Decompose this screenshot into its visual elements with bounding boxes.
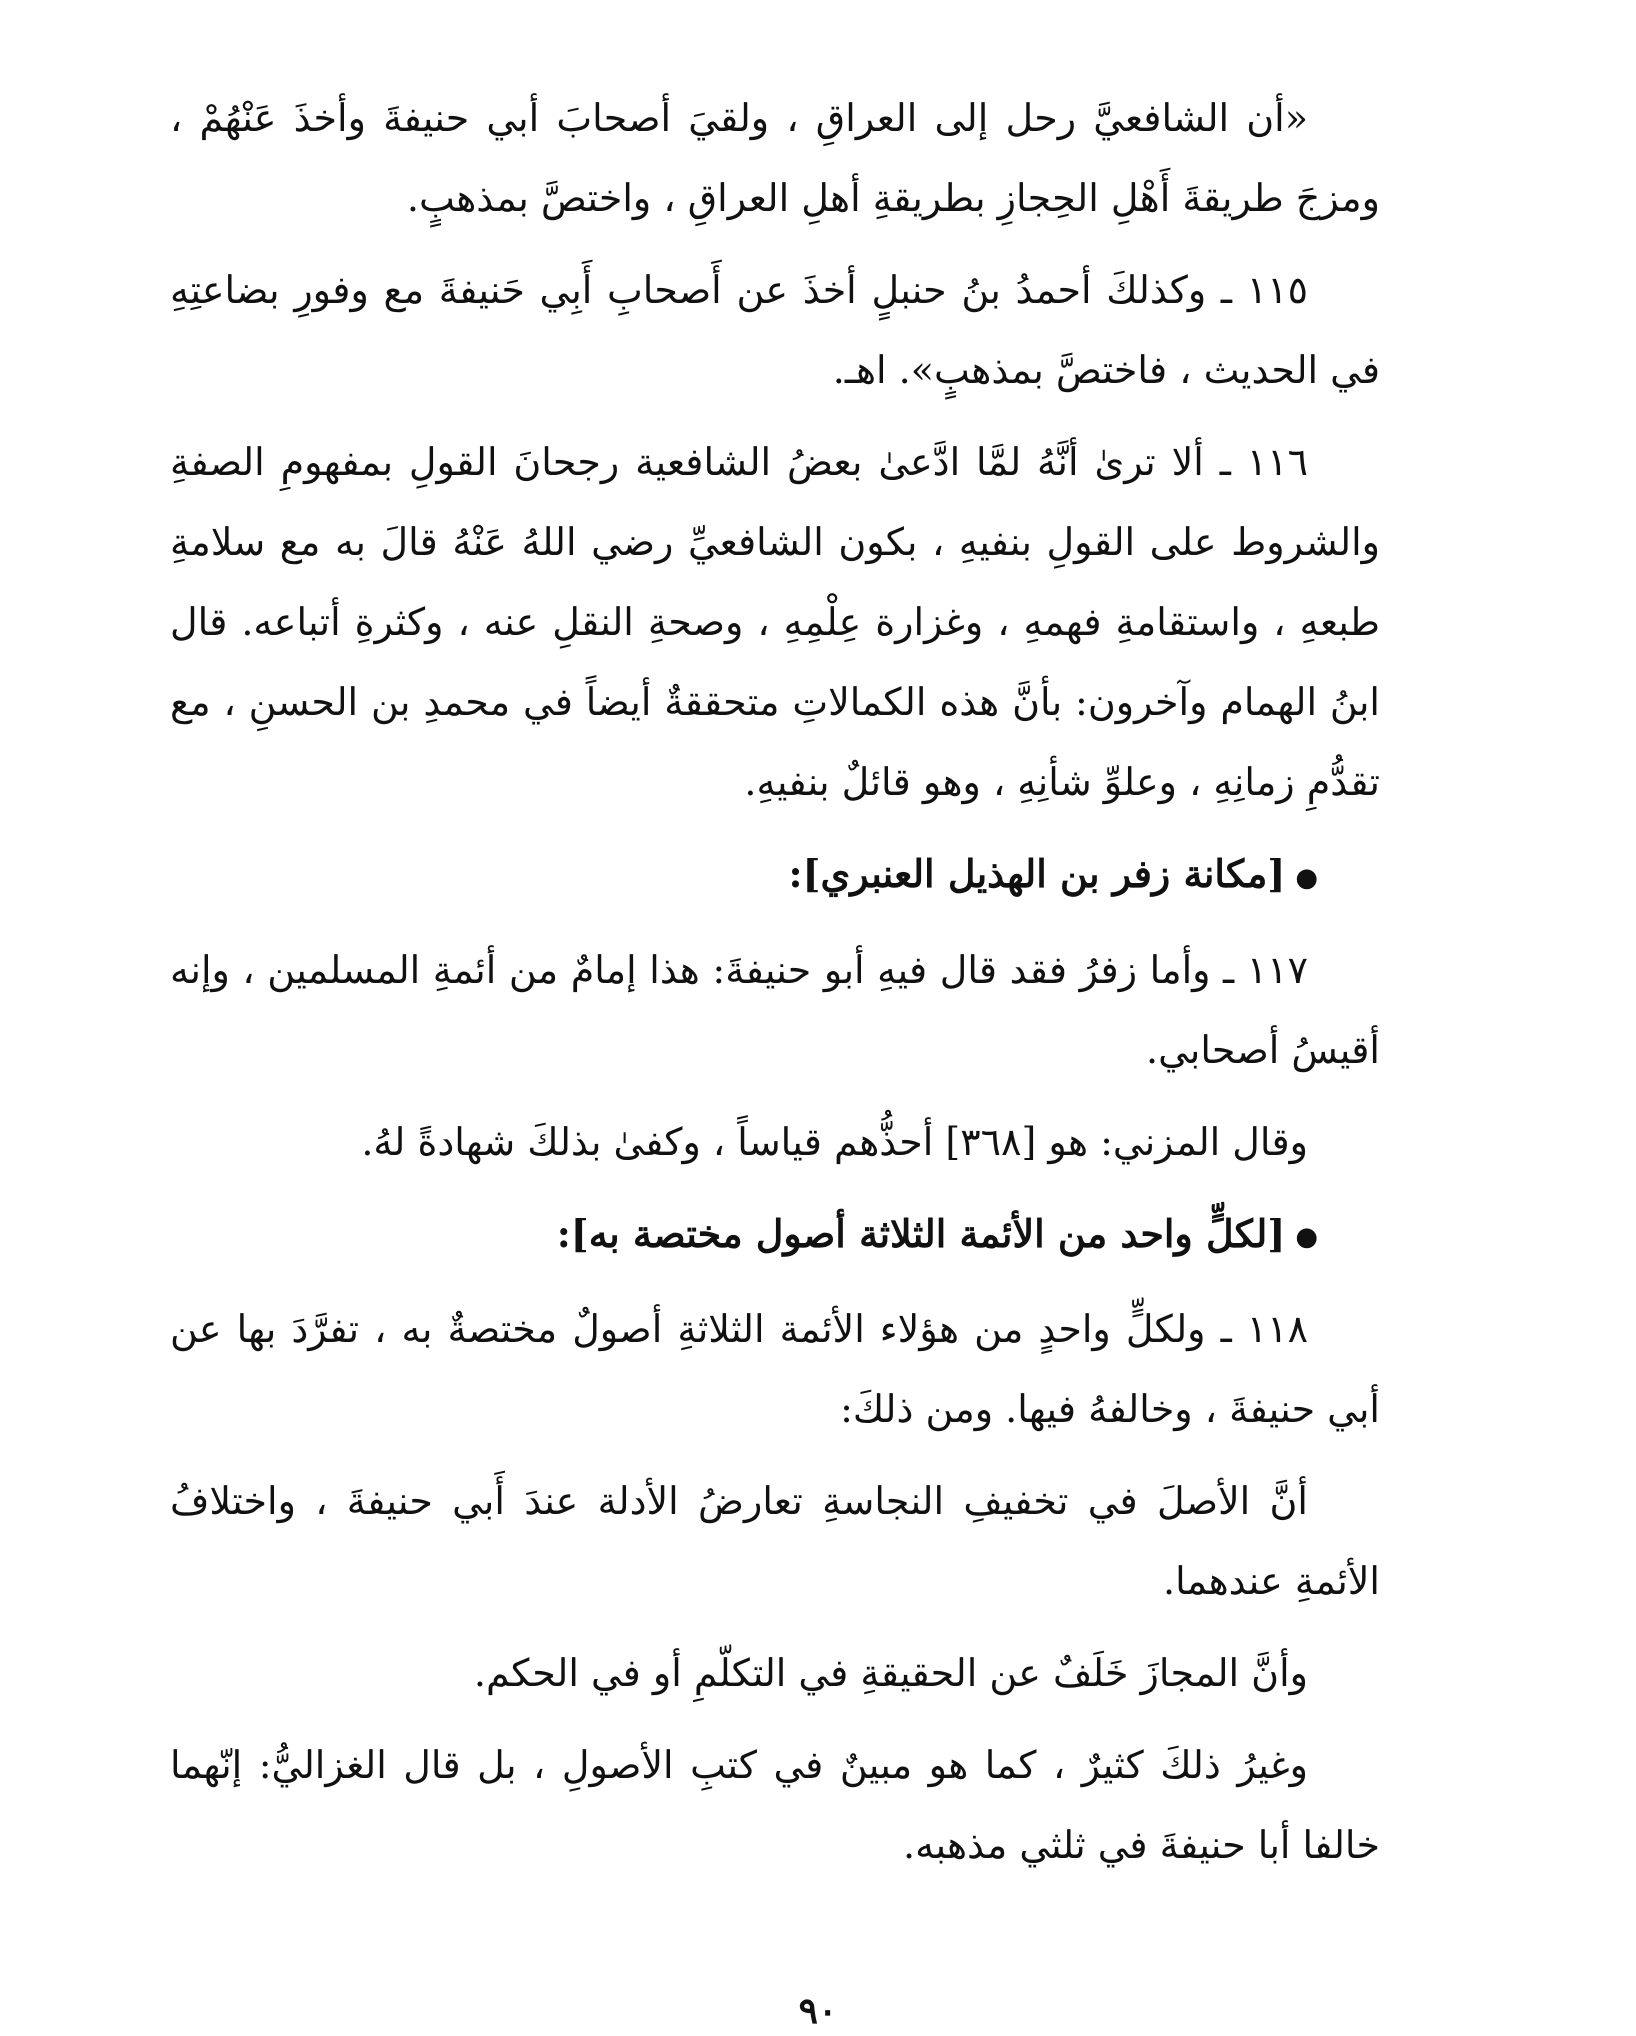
bullet-icon: ● xyxy=(1295,862,1318,893)
paragraph-shafii-iraq: «أن الشافعيَّ رحل إلى العراقِ ، ولقيَ أصحابَ أبي حنيفةَ وأخذَ عَنْهُمْ ، ومزجَ طريقةَ أَهْلِ الحِجازِ بطريقةِ أهلِ العراقِ ، واختصَّ بمذهبٍ. xyxy=(170,96,1380,220)
section-heading-three-imams-text: [لكلٍّ واحد من الأئمة الثلاثة أصول مختصة به]: xyxy=(556,1210,1286,1256)
paragraph-116: ١١٦ ـ ألا ترىٰ أنَّهُ لمَّا ادَّعىٰ بعضُ الشافعية رجحانَ القولِ بمفهومِ الصفةِ والشروط على القولِ بنفيهِ ، بكون الشافعيِّ رضي اللهُ عَنْهُ قالَ به مع سلامةِ طبعهِ ، واستقامةِ فهمهِ ، وغزارة عِلْمِهِ ، وصحةِ النقلِ عنه ، وكثرةِ أتباعه. قال ابنُ الهمام وآخرون: بأنَّ هذه الكمالاتِ متحققةٌ أيضاً في محمدِ بن الحسنِ ، مع تقدُّمِ زمانِهِ ، وعلوِّ شأنِهِ ، وهو قائلٌ بنفيهِ. xyxy=(170,440,1380,804)
page-number: ٩٠ xyxy=(798,1990,838,2032)
section-heading-zufar-text: [مكانة زفر بن الهذيل العنبري]: xyxy=(788,851,1286,896)
page-body xyxy=(170,78,1380,1978)
section-heading-three-imams xyxy=(170,1194,1380,1278)
paragraph-118: ١١٨ ـ ولكلٍّ واحدٍ من هؤلاء الأئمة الثلاثةِ أصولٌ مختصةٌ به ، تفرَّدَ بها عن أبي حنيفةَ ، وخالفهُ فيها. ومن ذلكَ: xyxy=(170,1307,1380,1431)
paragraph-najasa: أنَّ الأصلَ في تخفيفِ النجاسةِ تعارضُ الأدلة عندَ أَبي حنيفةَ ، واختلافُ الأئمةِ عندهما. xyxy=(170,1479,1380,1603)
bullet-icon: ● xyxy=(1295,1222,1318,1252)
paragraph-muzani: وقال المزني: هو [٣٦٨] أحذُّهم قياساً ، وكفىٰ بذلكَ شهادةً لهُ. xyxy=(361,1119,1308,1164)
section-heading-zufar xyxy=(170,834,1380,918)
paragraph-117: ١١٧ ـ وأما زفرُ فقد قال فيهِ أبو حنيفةَ: هذا إمامٌ من أئمةِ المسلمين ، وإنه أقيسُ أصحابي. xyxy=(170,947,1380,1072)
paragraph-majaz: وأنَّ المجازَ خَلَفٌ عن الحقيقةِ في التكلّمِ أو في الحكم. xyxy=(473,1651,1308,1695)
paragraph-115: ١١٥ ـ وكذلكَ أحمدُ بنُ حنبلٍ أخذَ عن أَصحابِ أَبِي حَنيفةَ مع وفورِ بضاعتِهِ في الحديث ، فاختصَّ بمذهبٍ». اهـ. xyxy=(170,268,1380,392)
paragraph-ghazali: وغيرُ ذلكَ كثيرٌ ، كما هو مبينٌ في كتبِ الأصولِ ، بل قال الغزاليُّ: إنّهما خالفا أبا حنيفةَ في ثلثي مذهبه. xyxy=(170,1743,1380,1867)
